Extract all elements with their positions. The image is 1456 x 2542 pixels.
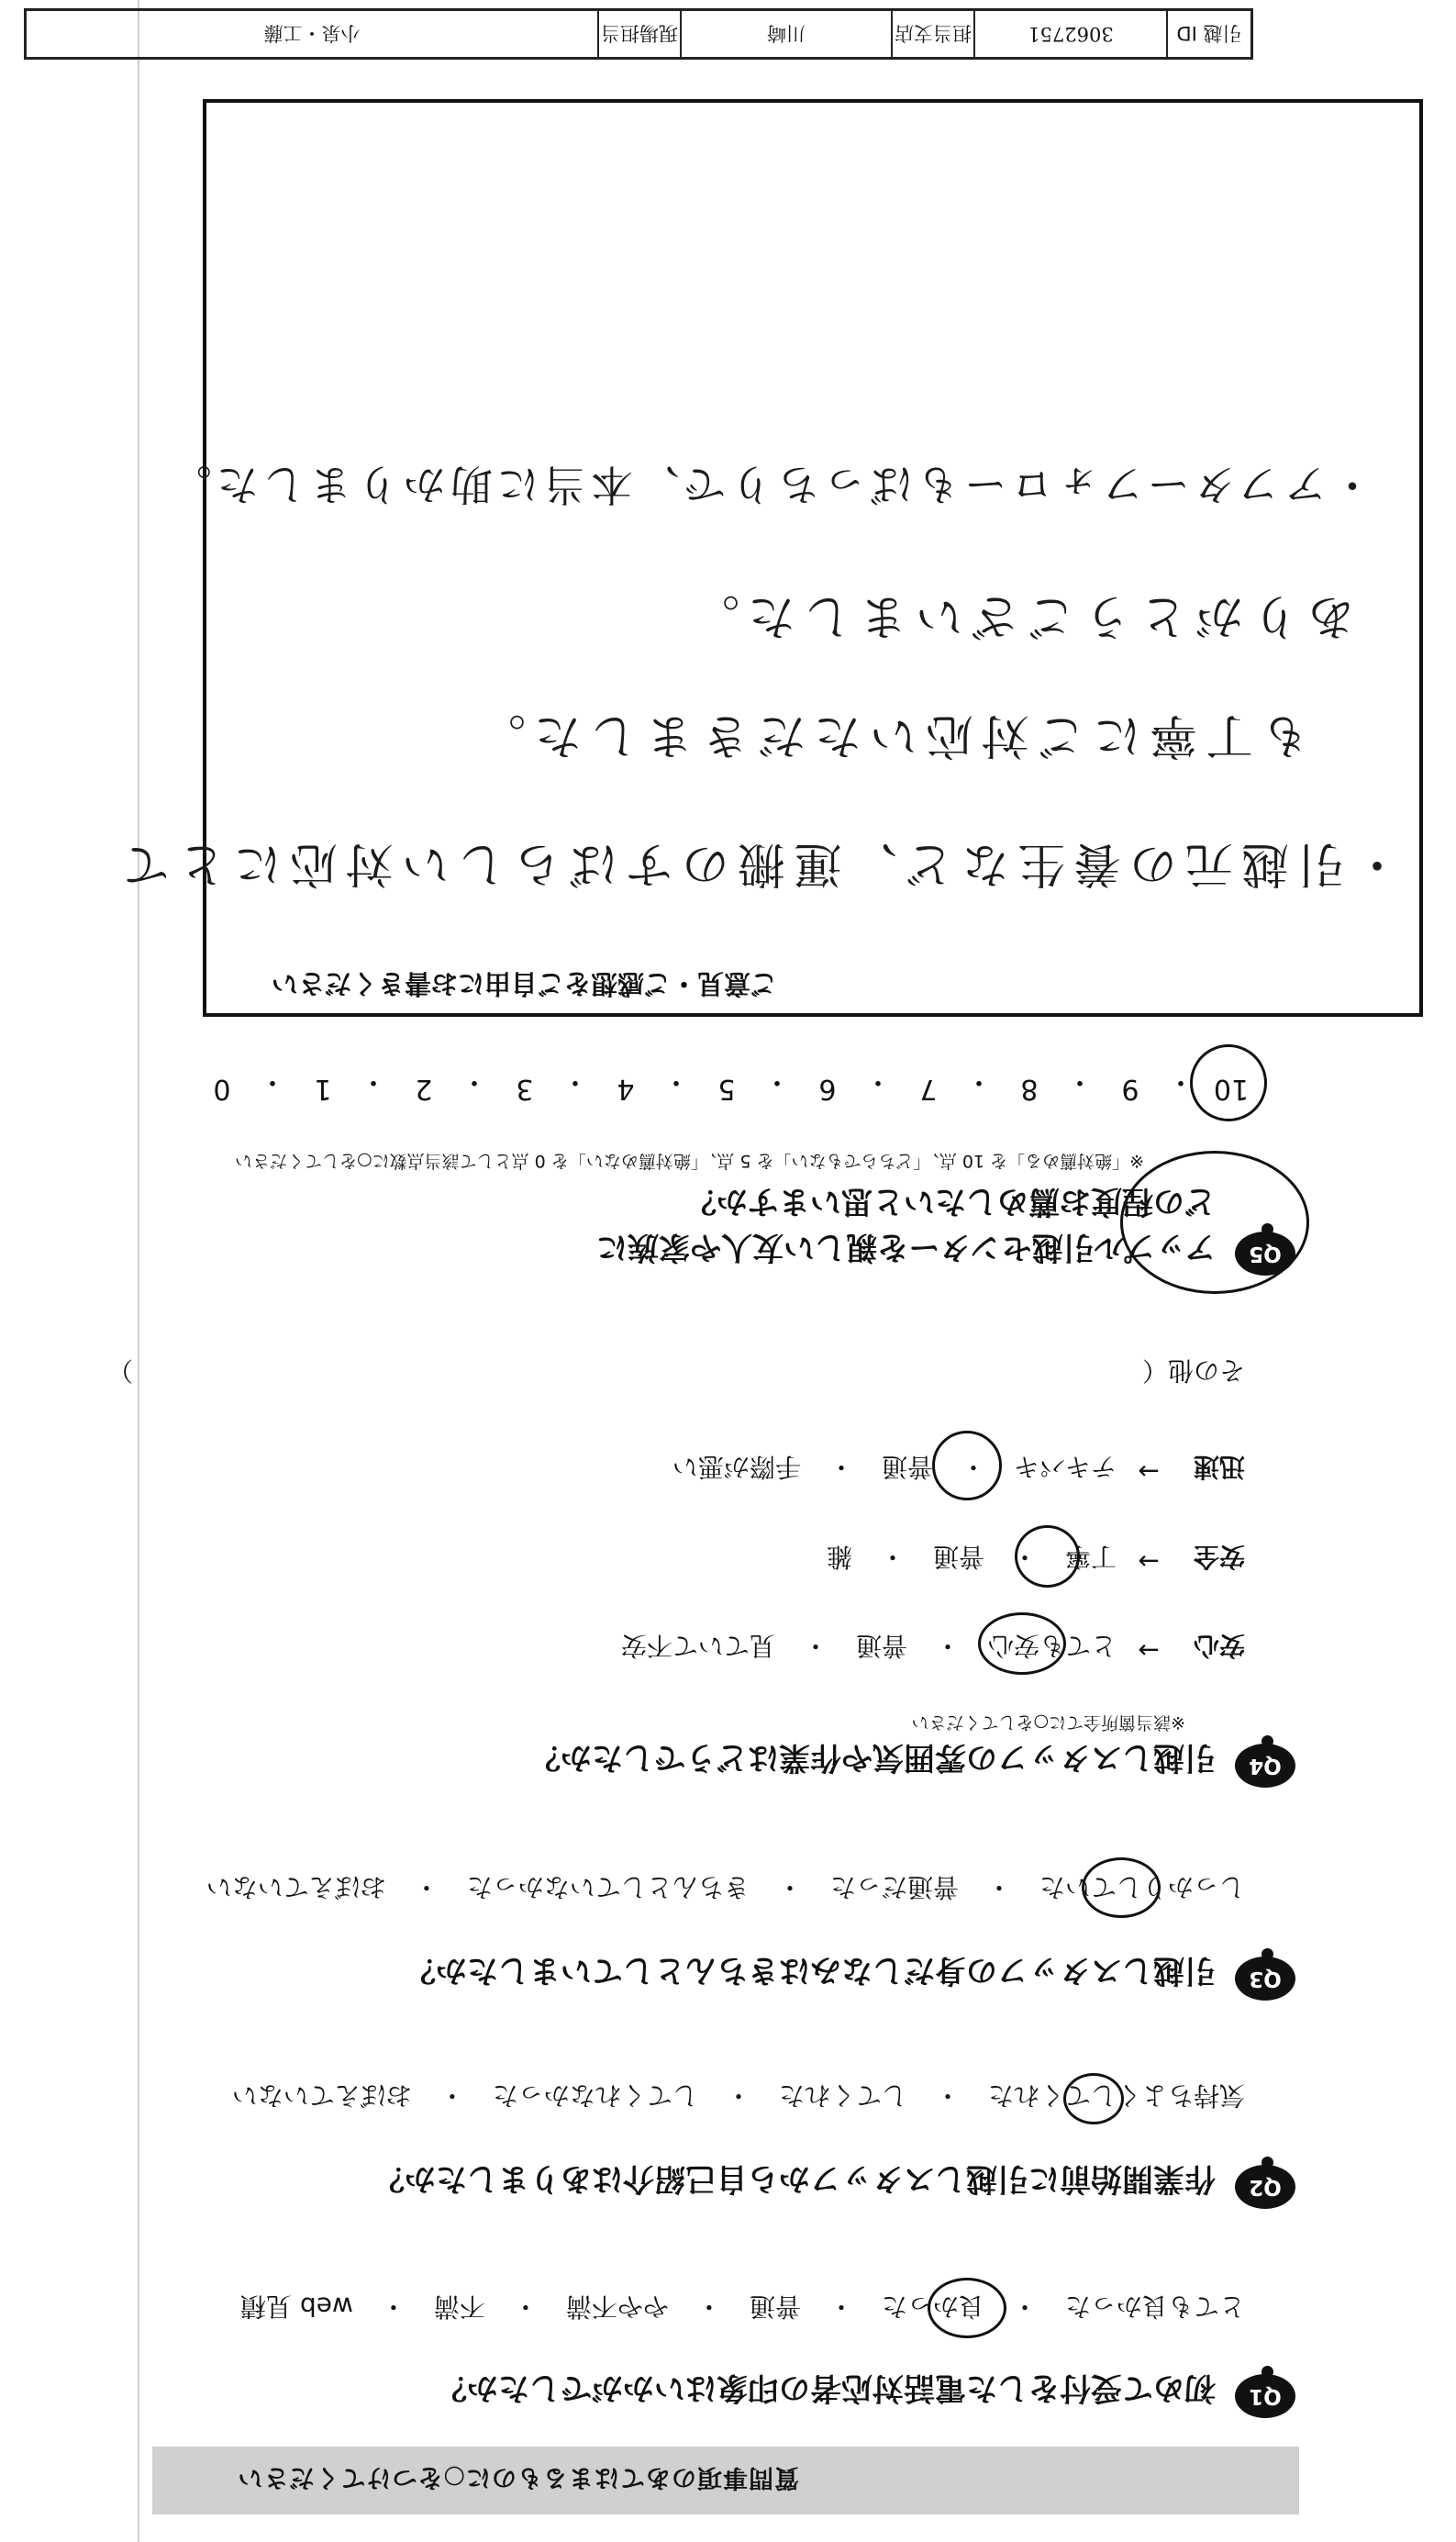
id-value: 3062751 [975,11,1168,57]
q4-option-selected[interactable]: とても安心 [987,1631,1117,1661]
q4-row-label: 安全 [1193,1542,1245,1572]
q5-badge: Q5 [1235,1232,1295,1276]
arrow-icon: → [1138,1456,1160,1487]
scale-option[interactable]: 0 [213,1073,231,1105]
q2-selection-circle [1063,2073,1124,2124]
q4-row-anzen: 安全 → 丁寧 ・ 普通 ・ 雑 [826,1542,1245,1577]
comment-line: ・アフターフォローもばっちりで、本当に助かりました。 [164,460,1373,509]
q3-options: しっかりしていた ・ 普通だった ・ きちんとしていなかった ・ おぼえていない [206,1870,1245,1907]
scale-option[interactable]: 4 [617,1073,635,1105]
q4-row-label: 安心 [1193,1631,1245,1661]
q3-option[interactable]: おぼえていない [206,1872,386,1902]
q4-option[interactable]: 手際が悪い [672,1452,801,1482]
instruction-text: 質問事項のあてはまるものに○をつけてください [237,2463,799,2492]
q4-anzen-circle [1015,1525,1080,1588]
comment-box[interactable] [113,99,1423,1017]
arrow-icon: → [1138,1546,1160,1577]
scale-option[interactable]: 7 [919,1073,938,1105]
q4-question: 引越しスタッフの雰囲気や作業はどうでしたか？ [529,1739,1216,1776]
scale-option[interactable]: 6 [818,1073,837,1105]
branch-value: 川崎 [682,11,893,57]
page-edge-line [138,0,139,2542]
q4-other-field[interactable] [133,1354,1142,1390]
q2-option[interactable]: してくれた [778,2080,907,2111]
scale-option[interactable]: 5 [717,1073,736,1105]
q3-question: 引越しスタッフの身だしなみはきちんとしていましたか？ [405,1952,1216,1989]
q4-option[interactable]: 雑 [826,1542,852,1572]
q1-option[interactable]: やや不満 [565,2291,669,2322]
q4-note: ※該当箇所全てに○をしてください [911,1712,1185,1733]
arrow-icon: → [1138,1635,1160,1666]
q1-option[interactable]: 不満 [433,2291,485,2322]
q2-options: 気持ちよくしてくれた ・ してくれた ・ してくれなかった ・ おぼえていない [232,2079,1245,2115]
q5-scale: 10 ・ 9 ・ 8 ・ 7 ・ 6 ・ 5 ・ 4 ・ 3 ・ 2 ・ 1 ・ 0 [195,1065,1259,1105]
q1-question: 初めて受付をした電話対応者の印象はいかがでしたか？ [436,2369,1216,2406]
comment-title: ご意見・ご感想をご自由にお書きください [271,968,777,999]
q2-question: 作業開始前に引越しスタッフから自己紹介はありましたか？ [373,2160,1216,2197]
q3-selection-circle [1082,1857,1161,1918]
q5-question-line1: アップル引越センターを親しい友人や家族に [596,1229,1216,1265]
instruction-band [152,2447,1299,2514]
q2-option[interactable]: おぼえていない [231,2080,412,2111]
q1-option[interactable]: web 見積 [240,2291,353,2322]
q3-option[interactable]: きちんとしていなかった [466,1872,750,1902]
q2-badge: Q2 [1235,2165,1295,2209]
q5-selection-circle [1190,1044,1267,1121]
scale-option[interactable]: 8 [1020,1073,1039,1105]
q4-option[interactable]: 普通 [932,1542,984,1572]
q1-option[interactable]: とても良かった [1064,2291,1245,2322]
comment-line: ・引越元の養生など、運搬のすばらしい対応にとて [113,836,1401,891]
comment-line: ありがとうございました。 [683,588,1355,643]
scale-option[interactable]: 3 [516,1073,534,1105]
q3-option[interactable]: 普通だった [829,1872,959,1902]
id-strip [24,8,1253,60]
q4-option[interactable]: 普通 [855,1631,907,1661]
comment-line: も丁寧にご対応いただきました。 [469,708,1309,763]
staff-value: 小泉・工藤 [27,11,599,57]
q4-option-selected[interactable]: テキパキ [1013,1452,1117,1482]
q1-options: とても良かった ・ 良かった ・ 普通 ・ やや不満 ・ 不満 ・ web 見積 [240,2290,1245,2326]
q4-anshin-circle [978,1612,1066,1675]
q2-option-selected[interactable]: 気持ちよくしてくれた [987,2080,1245,2111]
q1-option[interactable]: 普通 [749,2291,801,2322]
scale-option[interactable]: 1 [314,1073,332,1105]
scale-option[interactable]: 2 [415,1073,433,1105]
q4-option-selected[interactable]: 丁寧 [1064,1542,1117,1572]
q3-option-selected[interactable]: しっかりしていた [1039,1872,1245,1902]
staff-label: 現場担当 [599,11,682,57]
branch-label: 担当支店 [893,11,975,57]
q4-row-anshin: 安心 → とても安心 ・ 普通 ・ 見ていて不安 [620,1631,1245,1666]
q1-badge: Q1 [1235,2374,1295,2418]
q4-row-jinsoku: 迅速 → テキパキ ・ 普通 ・ 手際が悪い [672,1452,1245,1487]
q4-jinsoku-circle [932,1431,1002,1500]
q5-note: ※「絶対薦める」を 10 点、「どちらでもない」を 5 点、「絶対薦めない」を 0 点として該当点数に○をしてください [235,1151,1144,1171]
q5-question-line2: どの程度お薦めしたいと思いますか？ [685,1183,1216,1220]
q4-other-row [107,1354,1245,1390]
q4-other-label: その他（ [1141,1355,1245,1386]
scale-option-selected[interactable]: 10 [1213,1073,1250,1105]
q2-option[interactable]: してくれなかった [492,2080,698,2111]
q1-option-selected[interactable]: 良かった [881,2291,984,2322]
q4-badge: Q4 [1235,1744,1295,1788]
q4-other-close: ） [107,1355,134,1386]
q4-row-label: 迅速 [1193,1452,1245,1482]
q5-scribble-circle [1120,1151,1309,1294]
q4-option[interactable]: 見ていて不安 [620,1631,775,1661]
q1-selection-circle [928,2278,1006,2338]
q3-badge: Q3 [1235,1957,1295,2001]
scale-option[interactable]: 9 [1121,1073,1139,1105]
id-label: 引越 ID [1176,22,1242,44]
q4-option[interactable]: 普通 [881,1452,933,1482]
